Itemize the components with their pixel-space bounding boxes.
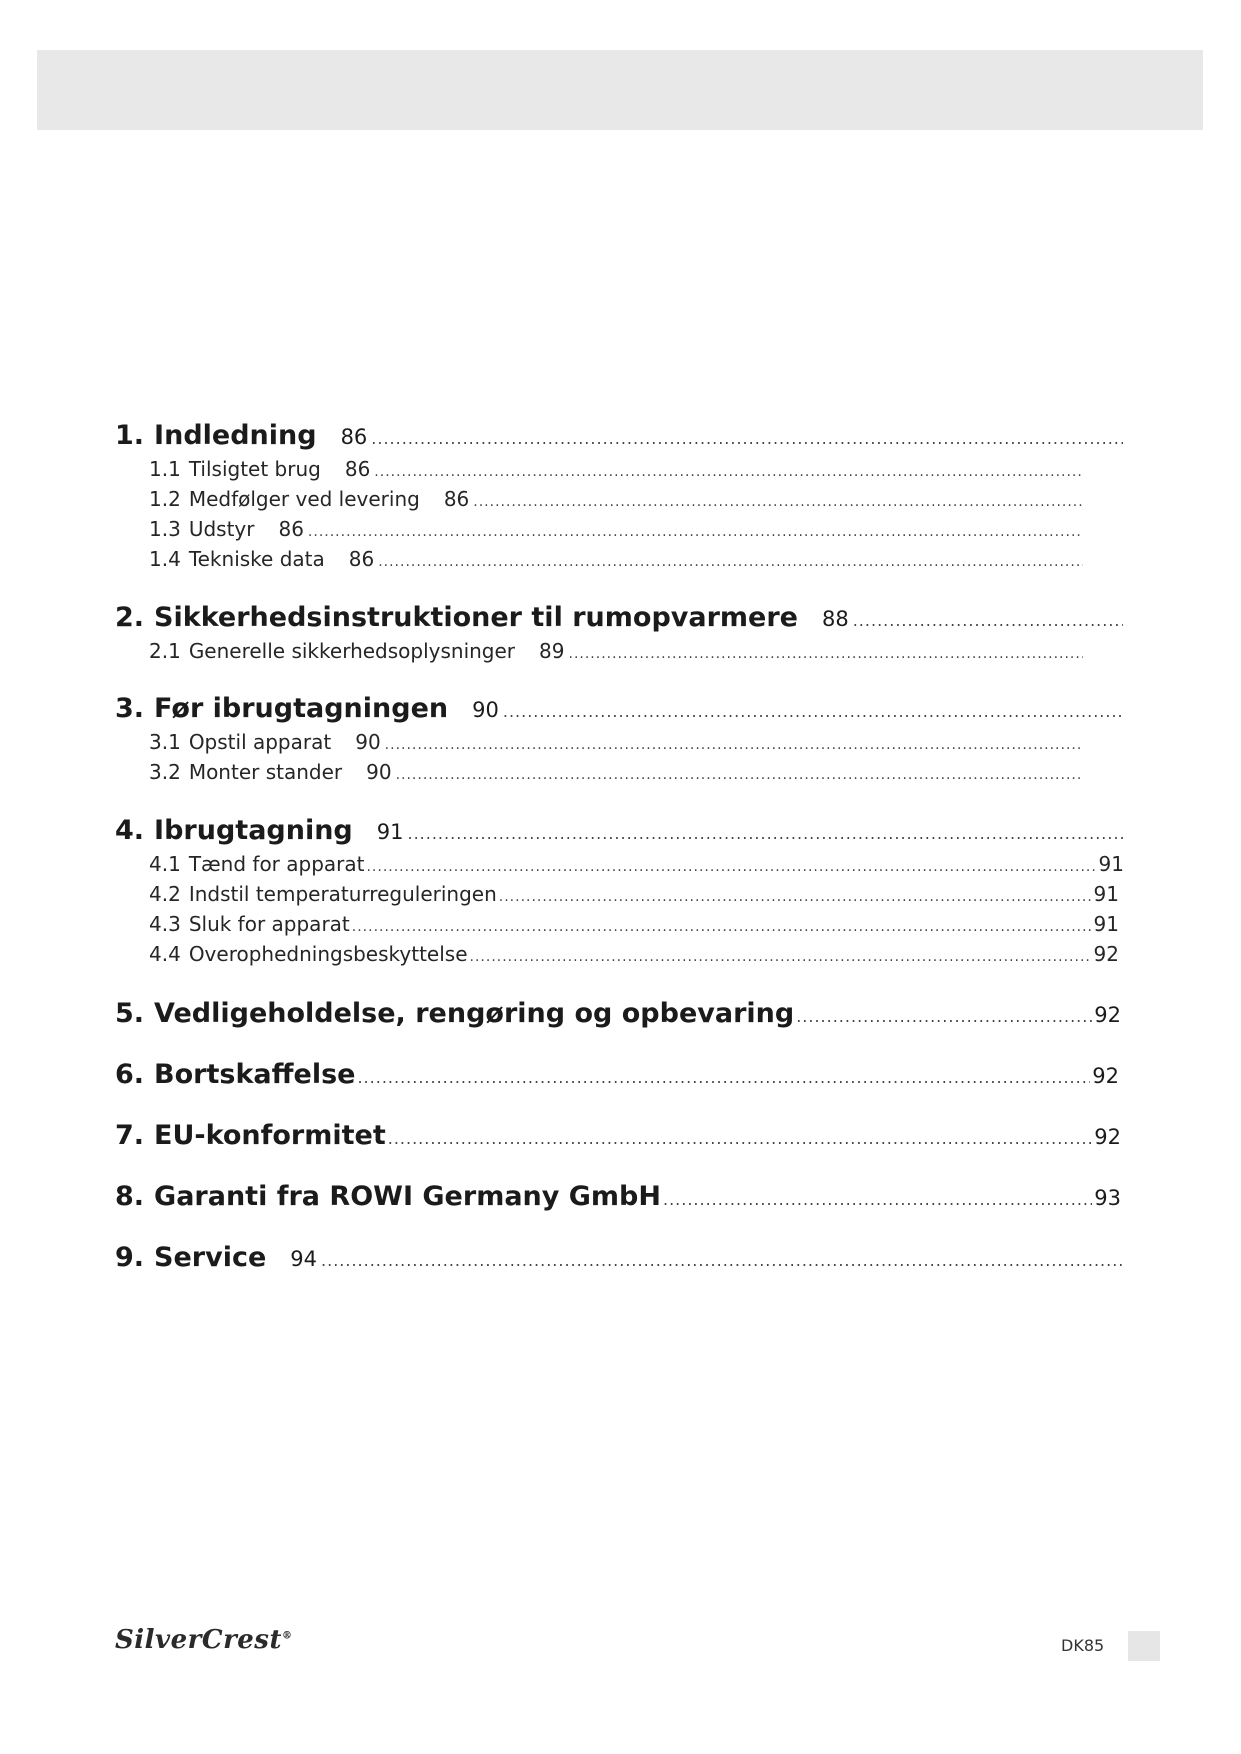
registered-mark: ®	[281, 1630, 293, 1642]
toc-entry[interactable]	[115, 420, 1125, 456]
toc-number: 4.	[115, 815, 145, 846]
toc-page: 91	[1093, 882, 1119, 906]
toc-page: 92	[1093, 942, 1119, 966]
toc-title: EU-konformitet	[154, 1120, 386, 1151]
toc-page: 92	[1094, 1003, 1121, 1027]
leader-dots	[396, 767, 1083, 783]
toc-title: Udstyr	[188, 517, 255, 541]
toc-number: 7.	[115, 1120, 145, 1151]
toc-page: 91	[1098, 852, 1124, 876]
toc-entry[interactable]	[115, 998, 1121, 1034]
toc-entry[interactable]	[149, 852, 1124, 880]
brand-text: SilverCrest	[115, 1625, 282, 1655]
leader-dots	[371, 429, 1123, 448]
toc-entry[interactable]	[149, 760, 1085, 788]
toc-page: 92	[1092, 1064, 1119, 1088]
toc-number: 5.	[115, 998, 145, 1029]
toc-number: 1.4	[149, 547, 181, 571]
leader-dots	[352, 919, 1092, 935]
toc-number: 2.1	[149, 639, 181, 663]
toc-page: 89	[539, 639, 565, 663]
toc-entry[interactable]	[115, 815, 1125, 851]
toc-entry[interactable]	[149, 912, 1119, 940]
toc-title: Monter stander	[188, 760, 343, 784]
toc-page: 86	[348, 547, 375, 571]
toc-page: 86	[340, 425, 368, 449]
toc-entry[interactable]	[115, 693, 1125, 729]
toc-title: Overophedningsbeskyttelse	[188, 942, 468, 966]
toc-entry[interactable]	[115, 1181, 1121, 1217]
toc-title: Tekniske data	[188, 547, 325, 571]
toc-number: 1.2	[149, 487, 181, 511]
leader-dots	[308, 524, 1083, 540]
leader-dots	[473, 494, 1083, 510]
toc-title: Generelle sikkerhedsoplysninger	[188, 639, 516, 663]
leader-dots	[408, 824, 1124, 843]
toc-page: 90	[366, 760, 392, 784]
toc-page: 91	[376, 820, 404, 844]
toc-title: Tilsigtet brug	[188, 457, 321, 481]
toc-number: 4.4	[149, 942, 181, 966]
toc-number: 4.1	[149, 852, 181, 876]
toc-number: 1.1	[149, 457, 181, 481]
toc-page: 94	[290, 1247, 318, 1271]
toc-entry[interactable]	[149, 487, 1085, 515]
toc-entry[interactable]	[115, 1059, 1119, 1095]
page-corner-square	[1128, 1631, 1160, 1661]
toc-number: 4.2	[149, 882, 181, 906]
toc-title: Ibrugtagning	[154, 815, 353, 846]
toc-entry[interactable]	[149, 547, 1085, 575]
leader-dots	[374, 464, 1083, 480]
toc-entry[interactable]	[115, 1120, 1121, 1156]
toc-title: Sluk for apparat	[188, 912, 350, 936]
toc-page: 92	[1094, 1125, 1121, 1149]
toc-page: 86	[443, 487, 470, 511]
toc-entry[interactable]	[115, 1242, 1125, 1278]
leader-dots	[385, 737, 1083, 753]
toc-page: 90	[472, 698, 499, 722]
leader-dots	[470, 949, 1092, 965]
toc-title: Medfølger ved levering	[188, 487, 420, 511]
leader-dots	[663, 1190, 1092, 1209]
toc-title: Opstil apparat	[188, 730, 332, 754]
toc-page: 90	[355, 730, 381, 754]
toc-entry[interactable]	[115, 602, 1125, 638]
toc-page: 91	[1093, 912, 1119, 936]
leader-dots	[499, 889, 1092, 905]
leader-dots	[388, 1129, 1093, 1148]
leader-dots	[378, 554, 1083, 570]
toc-title: Indstil temperaturreguleringen	[188, 882, 497, 906]
toc-title: Service	[154, 1242, 267, 1273]
toc-number: 8.	[115, 1181, 145, 1212]
toc-number: 6.	[115, 1059, 145, 1090]
toc-entry[interactable]	[149, 457, 1085, 485]
leader-dots	[569, 646, 1084, 662]
leader-dots	[366, 859, 1096, 875]
toc-title: Indledning	[154, 420, 317, 451]
silvercrest-logo	[115, 1625, 292, 1655]
toc-number: 3.2	[149, 760, 181, 784]
toc-entry[interactable]	[149, 942, 1119, 970]
toc-number: 2.	[115, 602, 145, 633]
toc-number: 1.3	[149, 517, 181, 541]
toc-number: 3.1	[149, 730, 181, 754]
toc-number: 1.	[115, 420, 145, 451]
toc-title: Vedligeholdelse, rengøring og opbevaring	[154, 998, 795, 1029]
toc-entry[interactable]	[149, 730, 1085, 758]
toc-title: Bortskaffelse	[154, 1059, 356, 1090]
toc-title: Garanti fra ROWI Germany GmbH	[154, 1181, 661, 1212]
leader-dots	[796, 1007, 1092, 1026]
toc-page: 88	[821, 607, 849, 631]
toc-title: Før ibrugtagningen	[154, 693, 449, 724]
toc-number: 3.	[115, 693, 145, 724]
toc-number: 9.	[115, 1242, 145, 1273]
toc-page: 86	[278, 517, 304, 541]
toc-title: Sikkerhedsinstruktioner til rumopvarmere	[154, 602, 798, 633]
page-number: DK85	[1061, 1636, 1105, 1655]
leader-dots	[503, 702, 1123, 721]
leader-dots	[321, 1251, 1123, 1270]
toc-entry[interactable]	[149, 517, 1085, 545]
toc-title: Tænd for apparat	[188, 852, 365, 876]
leader-dots	[357, 1068, 1090, 1087]
toc-entry[interactable]	[149, 639, 1085, 667]
toc-page: 86	[344, 457, 371, 481]
toc-number: 4.3	[149, 912, 181, 936]
leader-dots	[853, 611, 1123, 630]
toc-page: 93	[1094, 1186, 1121, 1210]
toc-entry[interactable]	[149, 882, 1119, 910]
